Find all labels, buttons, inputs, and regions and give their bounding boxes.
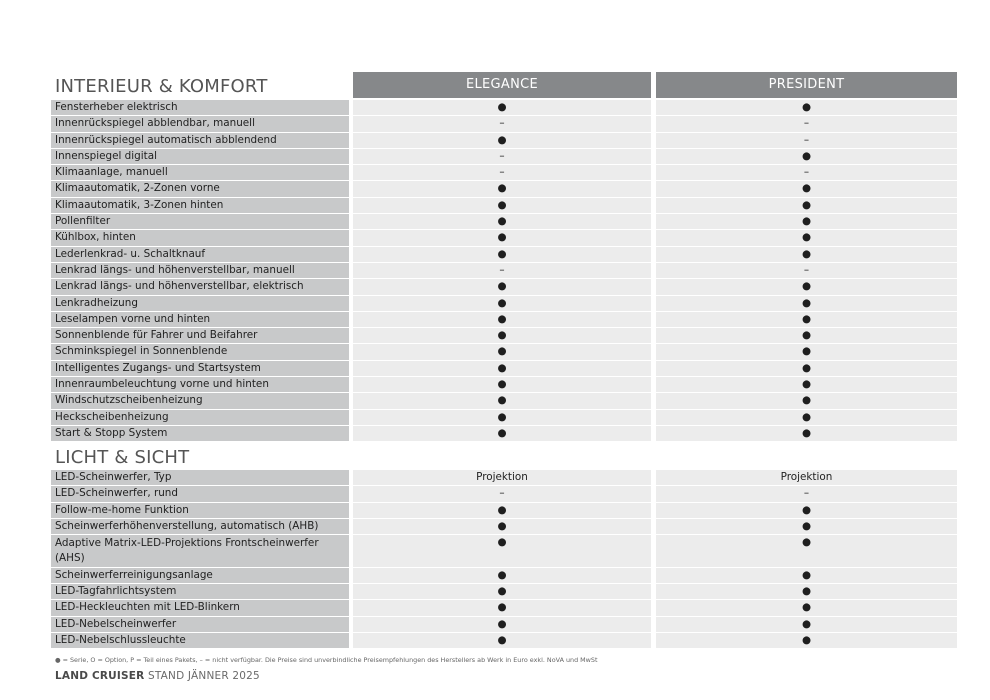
feature-label: Lenkrad längs- und höhenverstellbar, manuell (51, 263, 349, 278)
table-row (51, 149, 957, 165)
table-row (51, 377, 957, 393)
table-row (51, 100, 957, 116)
elegance-value: ● (353, 312, 651, 327)
president-value: ● (656, 426, 957, 441)
president-value: ● (656, 568, 957, 583)
table-row (51, 214, 957, 230)
elegance-value: ● (353, 503, 651, 518)
feature-label: Lenkradheizung (51, 296, 349, 311)
feature-label: Follow-me-home Funktion (51, 503, 349, 518)
feature-label: Lederlenkrad- u. Schaltknauf (51, 247, 349, 262)
feature-label: Pollenfilter (51, 214, 349, 229)
president-value: – (656, 133, 957, 148)
feature-label: Klimaautomatik, 3-Zonen hinten (51, 198, 349, 213)
legend-footnote: ● = Serie, O = Option, P = Teil eines Pakets, – = nicht verfügbar. Die Preise sind unverbindliche Preisempfehlungen des Herstellers ab Werk in Euro exkl. NoVA und MwSt (55, 656, 598, 664)
president-value: ● (656, 377, 957, 392)
table-row (51, 617, 957, 633)
section-header-row (51, 72, 957, 98)
elegance-value: ● (353, 133, 651, 148)
president-value: ● (656, 344, 957, 359)
feature-label: Sonnenblende für Fahrer und Beifahrer (51, 328, 349, 343)
feature-label: LED-Nebelschlussleuchte (51, 633, 349, 648)
table-row (51, 279, 957, 295)
table-row (51, 503, 957, 519)
elegance-value: ● (353, 361, 651, 376)
president-value: ● (656, 519, 957, 534)
feature-label: Leselampen vorne und hinten (51, 312, 349, 327)
president-value: ● (656, 181, 957, 196)
feature-label: LED-Nebelscheinwerfer (51, 617, 349, 632)
elegance-value: ● (353, 100, 651, 115)
feature-label: Windschutzscheibenheizung (51, 393, 349, 408)
table-row (51, 486, 957, 502)
feature-label: Innenraumbeleuchtung vorne und hinten (51, 377, 349, 392)
president-value: ● (656, 503, 957, 518)
column-header-president: PRESIDENT (656, 72, 957, 98)
feature-label: Scheinwerferreinigungsanlage (51, 568, 349, 583)
president-value: ● (656, 214, 957, 229)
elegance-value: ● (353, 279, 651, 294)
elegance-value: ● (353, 181, 651, 196)
table-row (51, 633, 957, 649)
feature-label: Adaptive Matrix-LED-Projektions Frontscheinwerfer (AHS) (51, 535, 349, 567)
table-row (51, 328, 957, 344)
feature-label: Start & Stopp System (51, 426, 349, 441)
president-value: – (656, 486, 957, 501)
president-value: ● (656, 247, 957, 262)
president-value: Projektion (656, 470, 957, 485)
elegance-value: – (353, 116, 651, 131)
elegance-value: ● (353, 214, 651, 229)
feature-label: Lenkrad längs- und höhenverstellbar, elektrisch (51, 279, 349, 294)
table-row (51, 344, 957, 360)
elegance-value: ● (353, 328, 651, 343)
president-value: – (656, 263, 957, 278)
president-value: ● (656, 230, 957, 245)
elegance-value: ● (353, 410, 651, 425)
president-value: ● (656, 198, 957, 213)
elegance-value: Projektion (353, 470, 651, 485)
feature-label: LED-Tagfahrlichtsystem (51, 584, 349, 599)
elegance-value: ● (353, 535, 651, 567)
feature-label: LED-Heckleuchten mit LED-Blinkern (51, 600, 349, 615)
table-row (51, 165, 957, 181)
feature-label: Schminkspiegel in Sonnenblende (51, 344, 349, 359)
section-title-licht-sicht: LICHT & SICHT (55, 447, 190, 468)
table-row (51, 198, 957, 214)
feature-label: Innenrückspiegel abblendbar, manuell (51, 116, 349, 131)
table-row (51, 519, 957, 535)
elegance-value: ● (353, 296, 651, 311)
feature-label: LED-Scheinwerfer, rund (51, 486, 349, 501)
feature-label: LED-Scheinwerfer, Typ (51, 470, 349, 485)
president-value: ● (656, 296, 957, 311)
table-row (51, 470, 957, 486)
table-row (51, 296, 957, 312)
president-value: ● (656, 633, 957, 648)
table-row (51, 133, 957, 149)
elegance-value: ● (353, 519, 651, 534)
elegance-value: ● (353, 568, 651, 583)
elegance-value: ● (353, 344, 651, 359)
table-row (51, 230, 957, 246)
licht-sicht-table (51, 470, 957, 649)
feature-label: Fensterheber elektrisch (51, 100, 349, 115)
feature-label: Klimaautomatik, 2-Zonen vorne (51, 181, 349, 196)
section-title-interieur: INTERIEUR & KOMFORT (55, 76, 268, 97)
elegance-value: – (353, 149, 651, 164)
table-row (51, 116, 957, 132)
feature-label: Heckscheibenheizung (51, 410, 349, 425)
elegance-value: ● (353, 426, 651, 441)
feature-label: Scheinwerferhöhenverstellung, automatisch (AHB) (51, 519, 349, 534)
president-value: ● (656, 393, 957, 408)
page-footer (55, 670, 260, 682)
table-row (51, 263, 957, 279)
feature-label: Intelligentes Zugangs- und Startsystem (51, 361, 349, 376)
elegance-value: ● (353, 393, 651, 408)
elegance-value: ● (353, 617, 651, 632)
interieur-komfort-table (51, 100, 957, 442)
president-value: ● (656, 410, 957, 425)
president-value: ● (656, 361, 957, 376)
table-row (51, 584, 957, 600)
table-row (51, 426, 957, 442)
table-row (51, 312, 957, 328)
elegance-value: ● (353, 600, 651, 615)
president-value: ● (656, 584, 957, 599)
president-value: ● (656, 312, 957, 327)
table-row (51, 568, 957, 584)
column-header-elegance: ELEGANCE (353, 72, 651, 98)
feature-label: Kühlbox, hinten (51, 230, 349, 245)
elegance-value: ● (353, 230, 651, 245)
table-row (51, 410, 957, 426)
table-row (51, 600, 957, 616)
elegance-value: ● (353, 633, 651, 648)
footer-stand: STAND JÄNNER 2025 (147, 670, 260, 682)
president-value: ● (656, 617, 957, 632)
president-value: ● (656, 328, 957, 343)
feature-label: Innenrückspiegel automatisch abblendend (51, 133, 349, 148)
president-value: – (656, 116, 957, 131)
president-value: ● (656, 600, 957, 615)
footer-brand: LAND CRUISER (55, 670, 145, 682)
feature-label: Klimaanlage, manuell (51, 165, 349, 180)
elegance-value: ● (353, 198, 651, 213)
elegance-value: ● (353, 377, 651, 392)
table-row (51, 361, 957, 377)
table-row (51, 535, 957, 568)
table-row (51, 181, 957, 197)
president-value: – (656, 165, 957, 180)
elegance-value: ● (353, 584, 651, 599)
table-row (51, 247, 957, 263)
president-value: ● (656, 100, 957, 115)
elegance-value: – (353, 165, 651, 180)
president-value: ● (656, 279, 957, 294)
elegance-value: – (353, 263, 651, 278)
president-value: ● (656, 149, 957, 164)
elegance-value: ● (353, 247, 651, 262)
president-value: ● (656, 535, 957, 567)
elegance-value: – (353, 486, 651, 501)
feature-label: Innenspiegel digital (51, 149, 349, 164)
table-row (51, 393, 957, 409)
